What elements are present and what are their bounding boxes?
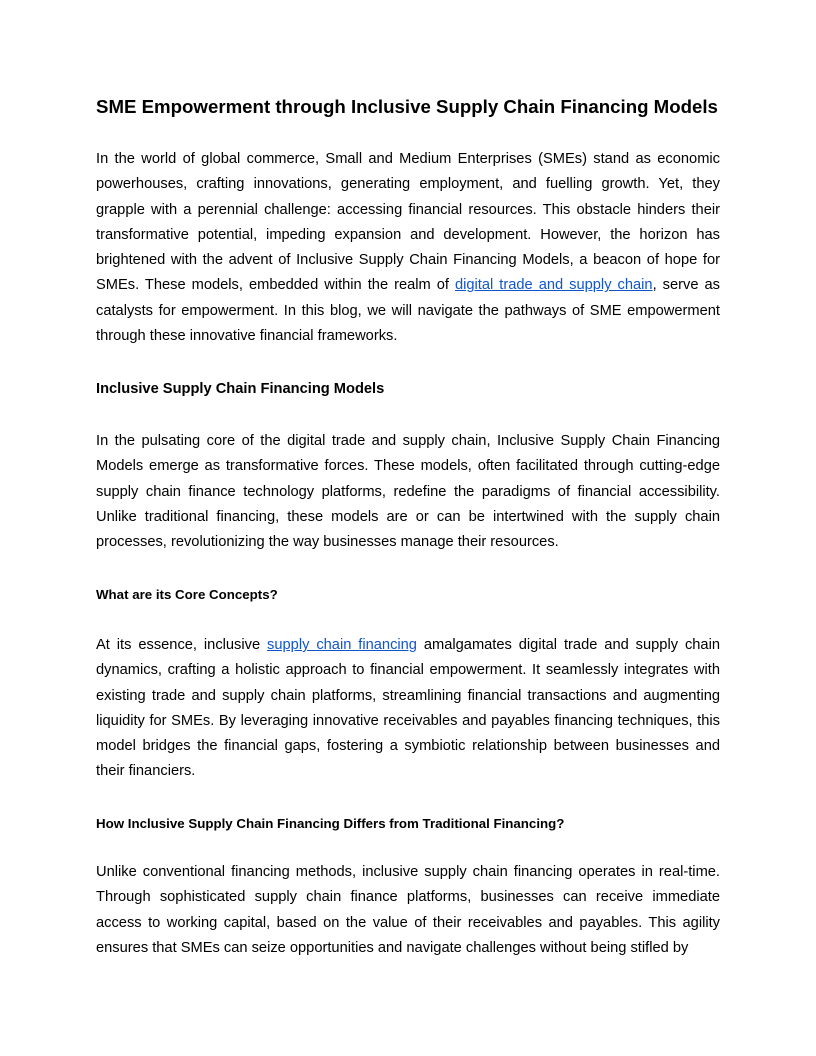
- differs-heading: How Inclusive Supply Chain Financing Differs from Traditional Financing?: [96, 816, 565, 831]
- text: In the world of global commerce, Small and Medium Enterprises (SMEs) stand as economic powerhouses, crafting innovations, generating employment, and fuelling growth. Yet, they grapple with a perennial challenge: accessing financial resources. This obstacle hinders their transformative potential, impeding expansion and development. However, the horizon has brightened with the advent of Inclusive Supply Chain Financing Models, a beacon of hope for SMEs. These models, embedded within the realm of: [96, 151, 720, 294]
- section-heading: Inclusive Supply Chain Financing Models: [96, 381, 385, 397]
- core-concepts-paragraph: [96, 633, 720, 785]
- core-concepts-heading: What are its Core Concepts?: [96, 587, 278, 602]
- text: At its essence, inclusive: [96, 637, 268, 653]
- intro-paragraph: [96, 147, 720, 349]
- digital-trade-link[interactable]: digital trade and supply chain: [454, 277, 653, 294]
- page-title: SME Empowerment through Inclusive Supply Chain Financing Models: [96, 96, 718, 117]
- differs-paragraph: Unlike conventional financing methods, inclusive supply chain financing operates in real-time. Through sophisticated supply chain finance platforms, businesses can receive immediate access to working capital, based on the value of their receivables and payables. This agility ensures that SMEs can seize opportunities and navigate challenges without being stifled by: [96, 864, 720, 956]
- text: amalgamates digital trade and supply chain dynamics, crafting a holistic approach to financial empowerment. It seamlessly integrates with existing trade and supply chain platforms, streamlining financial transactions and augmenting liquidity for SMEs. By leveraging innovative receivables and payables financing techniques, this model bridges the financial gaps, fostering a symbiotic relationship between businesses and their financiers.: [96, 637, 720, 780]
- supply-chain-financing-link[interactable]: supply chain financing: [267, 637, 417, 653]
- text: , serve as catalysts for empowerment. In this blog, we will navigate the pathways of SME empowerment through these innovative financial frameworks.: [96, 277, 720, 345]
- models-paragraph: In the pulsating core of the digital trade and supply chain, Inclusive Supply Chain Financing Models emerge as transformative forces. These models, often facilitated through cutting-edge supply chain finance technology platforms, redefine the paradigms of financial accessibility. Unlike traditional financing, these models are or can be intertwined with the supply chain processes, revolutionizing the way businesses manage their resources.: [96, 433, 720, 551]
